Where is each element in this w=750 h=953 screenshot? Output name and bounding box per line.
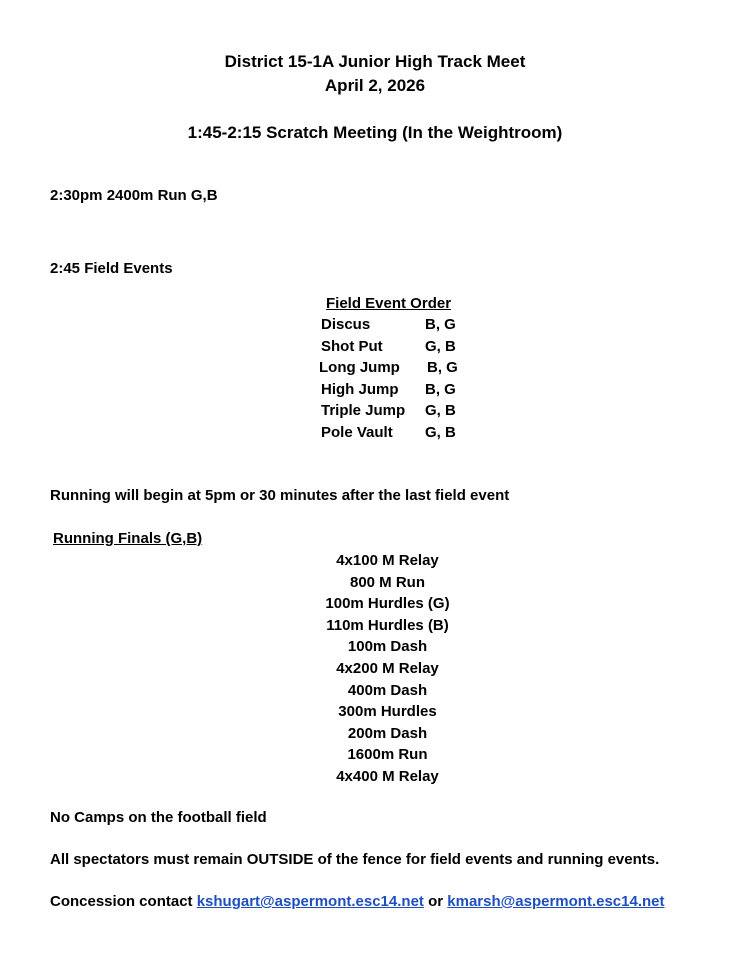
field-event-gender-order: G, B (425, 424, 456, 441)
running-event: 1600m Run (347, 746, 428, 764)
running-event: 200m Dash (347, 724, 428, 742)
running-finals-heading: Running Finals (G,B) (53, 530, 203, 547)
field-event-name: High Jump (321, 381, 399, 398)
field-event-gender-order: G, B (425, 402, 456, 419)
running-event: 300m Hurdles (338, 703, 437, 721)
running-event: 4x200 M Relay (336, 659, 439, 677)
meet-date: April 2, 2026 (324, 76, 426, 95)
running-event: 4x100 M Relay (336, 552, 439, 569)
or-text: or (423, 893, 448, 910)
field-event-name: Pole Vault (321, 424, 393, 441)
field-event-gender-order: B, G (425, 316, 456, 333)
running-event: 100m Dash (347, 638, 428, 656)
running-event: 4x400 M Relay (336, 767, 439, 785)
email-link-kshugart[interactable]: kshugart@aspermont.esc14.net (196, 893, 424, 910)
field-event-name: Long Jump (319, 359, 400, 376)
running-event: 800 M Run (349, 573, 425, 591)
running-event: 100m Hurdles (G) (325, 595, 450, 613)
no-camps-note: No Camps on the football field (50, 809, 267, 826)
spectators-note: All spectators must remain OUTSIDE of the fence for field events and running events. (50, 851, 660, 868)
field-event-gender-order: G, B (425, 338, 456, 355)
field-events-line: 2:45 Field Events (50, 260, 173, 277)
concession-contact-line (50, 892, 665, 912)
field-event-order-heading: Field Event Order (326, 295, 452, 312)
email-link-kmarsh[interactable]: kmarsh@aspermont.esc14.net (447, 893, 665, 910)
running-finals-list (0, 550, 750, 788)
run-2400-line: 2:30pm 2400m Run G,B (50, 187, 218, 204)
running-event: 110m Hurdles (B) (326, 616, 449, 634)
document-title: District 15-1A Junior High Track Meet (224, 52, 526, 71)
field-event-name: Triple Jump (321, 402, 406, 419)
field-event-name: Discus (321, 316, 371, 333)
running-start-note: Running will begin at 5pm or 30 minutes after the last field event (50, 487, 510, 504)
field-event-name: Shot Put (321, 338, 383, 355)
field-event-gender-order: B, G (427, 359, 458, 376)
scratch-meeting-line: 1:45-2:15 Scratch Meeting (In the Weightroom) (187, 123, 563, 142)
running-event: 400m Dash (347, 681, 428, 699)
concession-contact-label: Concession contact (50, 893, 197, 910)
field-event-gender-order: B, G (425, 381, 456, 398)
